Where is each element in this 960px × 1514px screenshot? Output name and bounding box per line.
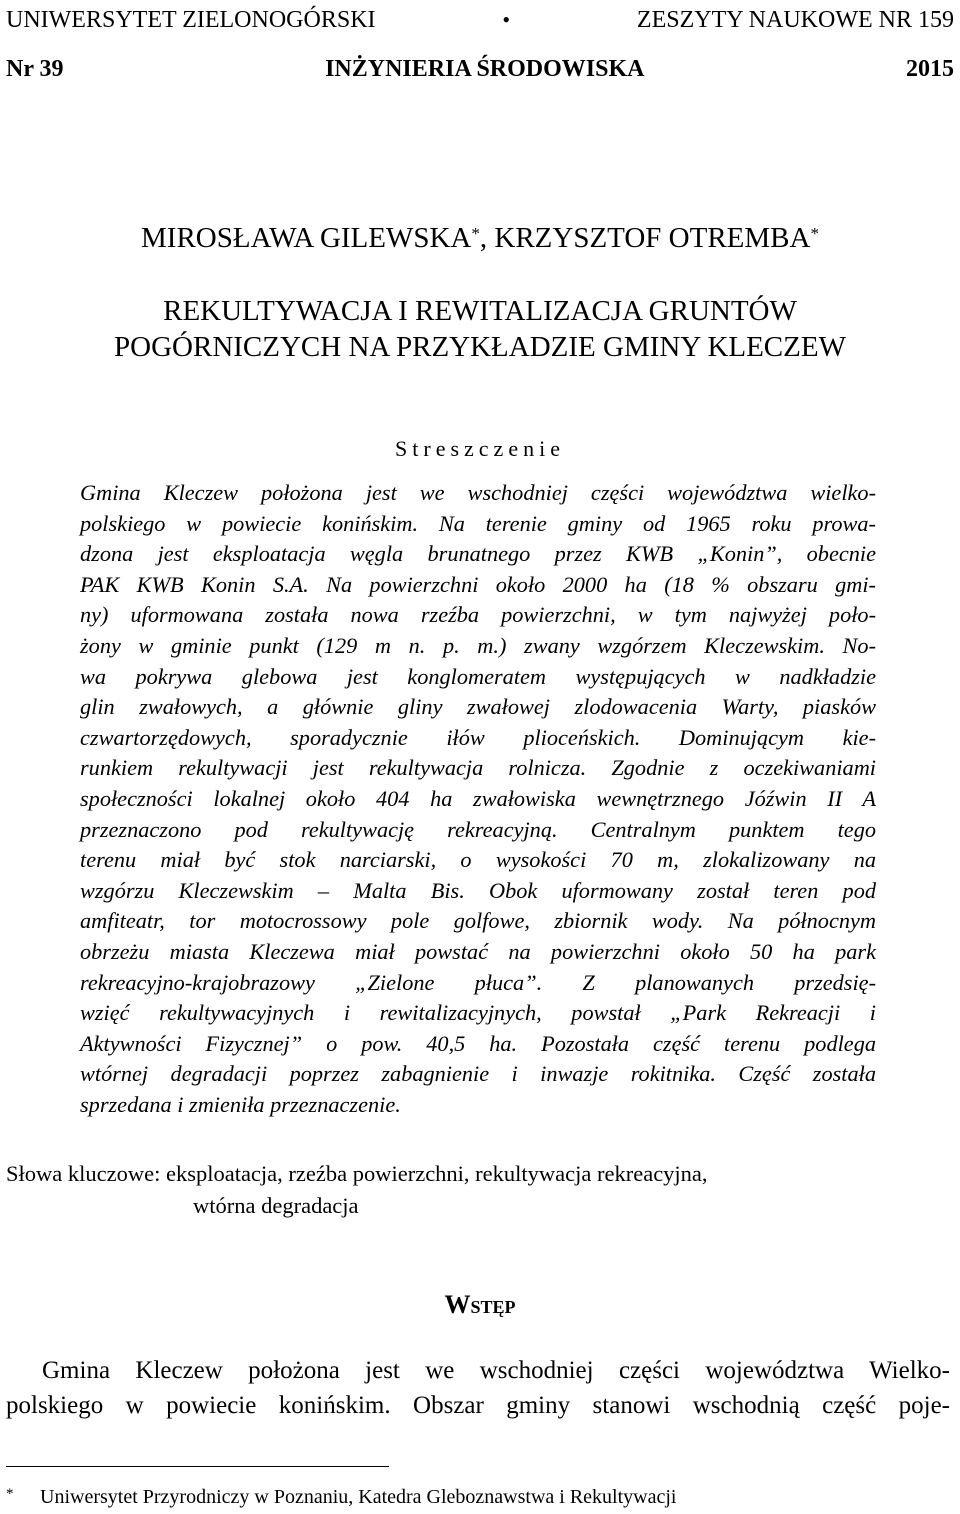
abstract-line: wzgórzu Kleczewskim – Malta Bis. Obok uformowany został teren pod (80, 877, 876, 903)
author-2-mark: * (810, 224, 819, 243)
author-1: MIROSŁAWA GILEWSKA (141, 222, 472, 254)
header-series: ZESZYTY NAUKOWE NR 159 (636, 6, 954, 33)
intro-line: Gmina Kleczew położona jest we wschodniej części województwa Wielko- (42, 1357, 950, 1384)
abstract-line: przeznaczono pod rekultywację rekreacyjną. Centralnym punktem tego (80, 816, 876, 842)
footnote-rule (6, 1466, 389, 1467)
footnote (6, 1486, 946, 1509)
abstract-line: wa pokrywa glebowa jest konglomeratem występujących w nadkładzie (80, 663, 876, 689)
header-bullet: • (502, 7, 511, 32)
journal-header (6, 52, 954, 86)
abstract-line: obrzeżu miasta Kleczewa miał powstać na powierzchni około 50 ha park (80, 938, 876, 964)
intro-line: polskiego w powiecie konińskim. Obszar gminy stanowi wschodnią część poje- (6, 1392, 950, 1419)
abstract-line: terenu miał być stok narciarski, o wysokości 70 m, zlokalizowany na (80, 847, 876, 873)
title-line-1: REKULTYWACJA I REWITALIZACJA GRUNTÓW (163, 295, 797, 327)
abstract-line: amfiteatr, tor motocrossowy pole golfowe, zbiornik wody. Na północnym (80, 908, 876, 934)
header-university: UNIWERSYTET ZIELONOGÓRSKI (6, 6, 376, 33)
title-line-2: POGÓRNICZYCH NA PRZYKŁADZIE GMINY KLECZEW (114, 331, 846, 363)
footnote-text: Uniwersytet Przyrodniczy w Poznaniu, Katedra Gleboznawstwa i Rekultywacji (40, 1486, 677, 1508)
paper-title (0, 293, 960, 365)
abstract-line: Gmina Kleczew położona jest we wschodniej części województwa wielko- (80, 480, 876, 505)
footnote-mark: * (6, 1486, 14, 1502)
abstract-line: PAK KWB Konin S.A. Na powierzchni około 2000 ha (18 % obszaru gmi- (80, 571, 876, 597)
header-issue: Nr 39 (6, 55, 64, 82)
abstract-body (80, 478, 876, 1120)
abstract-heading: Streszczenie (395, 436, 565, 461)
abstract-line: polskiego w powiecie konińskim. Na terenie gminy od 1965 roku prowa- (80, 510, 876, 536)
abstract-line: wzięć rekultywacyjnych i rewitalizacyjnych, powstał „Park Rekreacji i (80, 1000, 876, 1026)
author-1-mark: * (471, 224, 480, 243)
abstract-line: żony w gminie punkt (129 m n. p. m.) zwany wzgórzem Kleczewskim. No- (80, 632, 876, 658)
authors (0, 222, 960, 255)
abstract-line: społeczności lokalnej około 404 ha zwałowiska wewnętrznego Jóźwin II A (80, 785, 876, 811)
keywords-label: Słowa kluczowe: (6, 1161, 161, 1186)
keywords (6, 1158, 946, 1222)
running-header (6, 4, 954, 36)
header-year: 2015 (906, 55, 954, 82)
abstract-line: Aktywności Fizycznej” o pow. 40,5 ha. Pozostała część terenu podlega (80, 1030, 876, 1056)
intro-paragraph (6, 1353, 950, 1423)
section-heading: Wstęp (444, 1290, 516, 1319)
abstract-line: rekreacyjno-krajobrazowy „Zielone płuca”. Z planowanych przedsię- (80, 969, 876, 995)
header-journal: INŻYNIERIA ŚRODOWISKA (325, 55, 645, 82)
author-2: KRZYSZTOF OTREMBA (494, 222, 811, 254)
abstract-line: czwartorzędowych, sporadycznie iłów plioceńskich. Dominującym kie- (80, 724, 876, 750)
abstract-line: runkiem rekultywacji jest rekultywacja rolnicza. Zgodnie z oczekiwaniami (80, 755, 876, 781)
abstract-line: sprzedana i zmieniła przeznaczenie. (80, 1091, 401, 1117)
keywords-line-1: eksploatacja, rzeźba powierzchni, rekultywacja rekreacyjna, (165, 1161, 708, 1186)
abstract-line: ny) uformowana została nowa rzeźba powierzchni, w tym najwyżej poło- (80, 602, 876, 628)
keywords-line-2: wtórna degradacja (193, 1193, 359, 1218)
abstract-line: wtórnej degradacji poprzez zabagnienie i inwazje rokitnika. Część została (80, 1061, 876, 1087)
abstract-line: dzona jest eksploatacja węgla brunatnego przez KWB „Konin”, obecnie (80, 541, 876, 567)
abstract-line: glin zwałowych, a głównie gliny zwałowej zlodowacenia Warty, piasków (80, 694, 876, 720)
author-separator: , (479, 222, 495, 254)
